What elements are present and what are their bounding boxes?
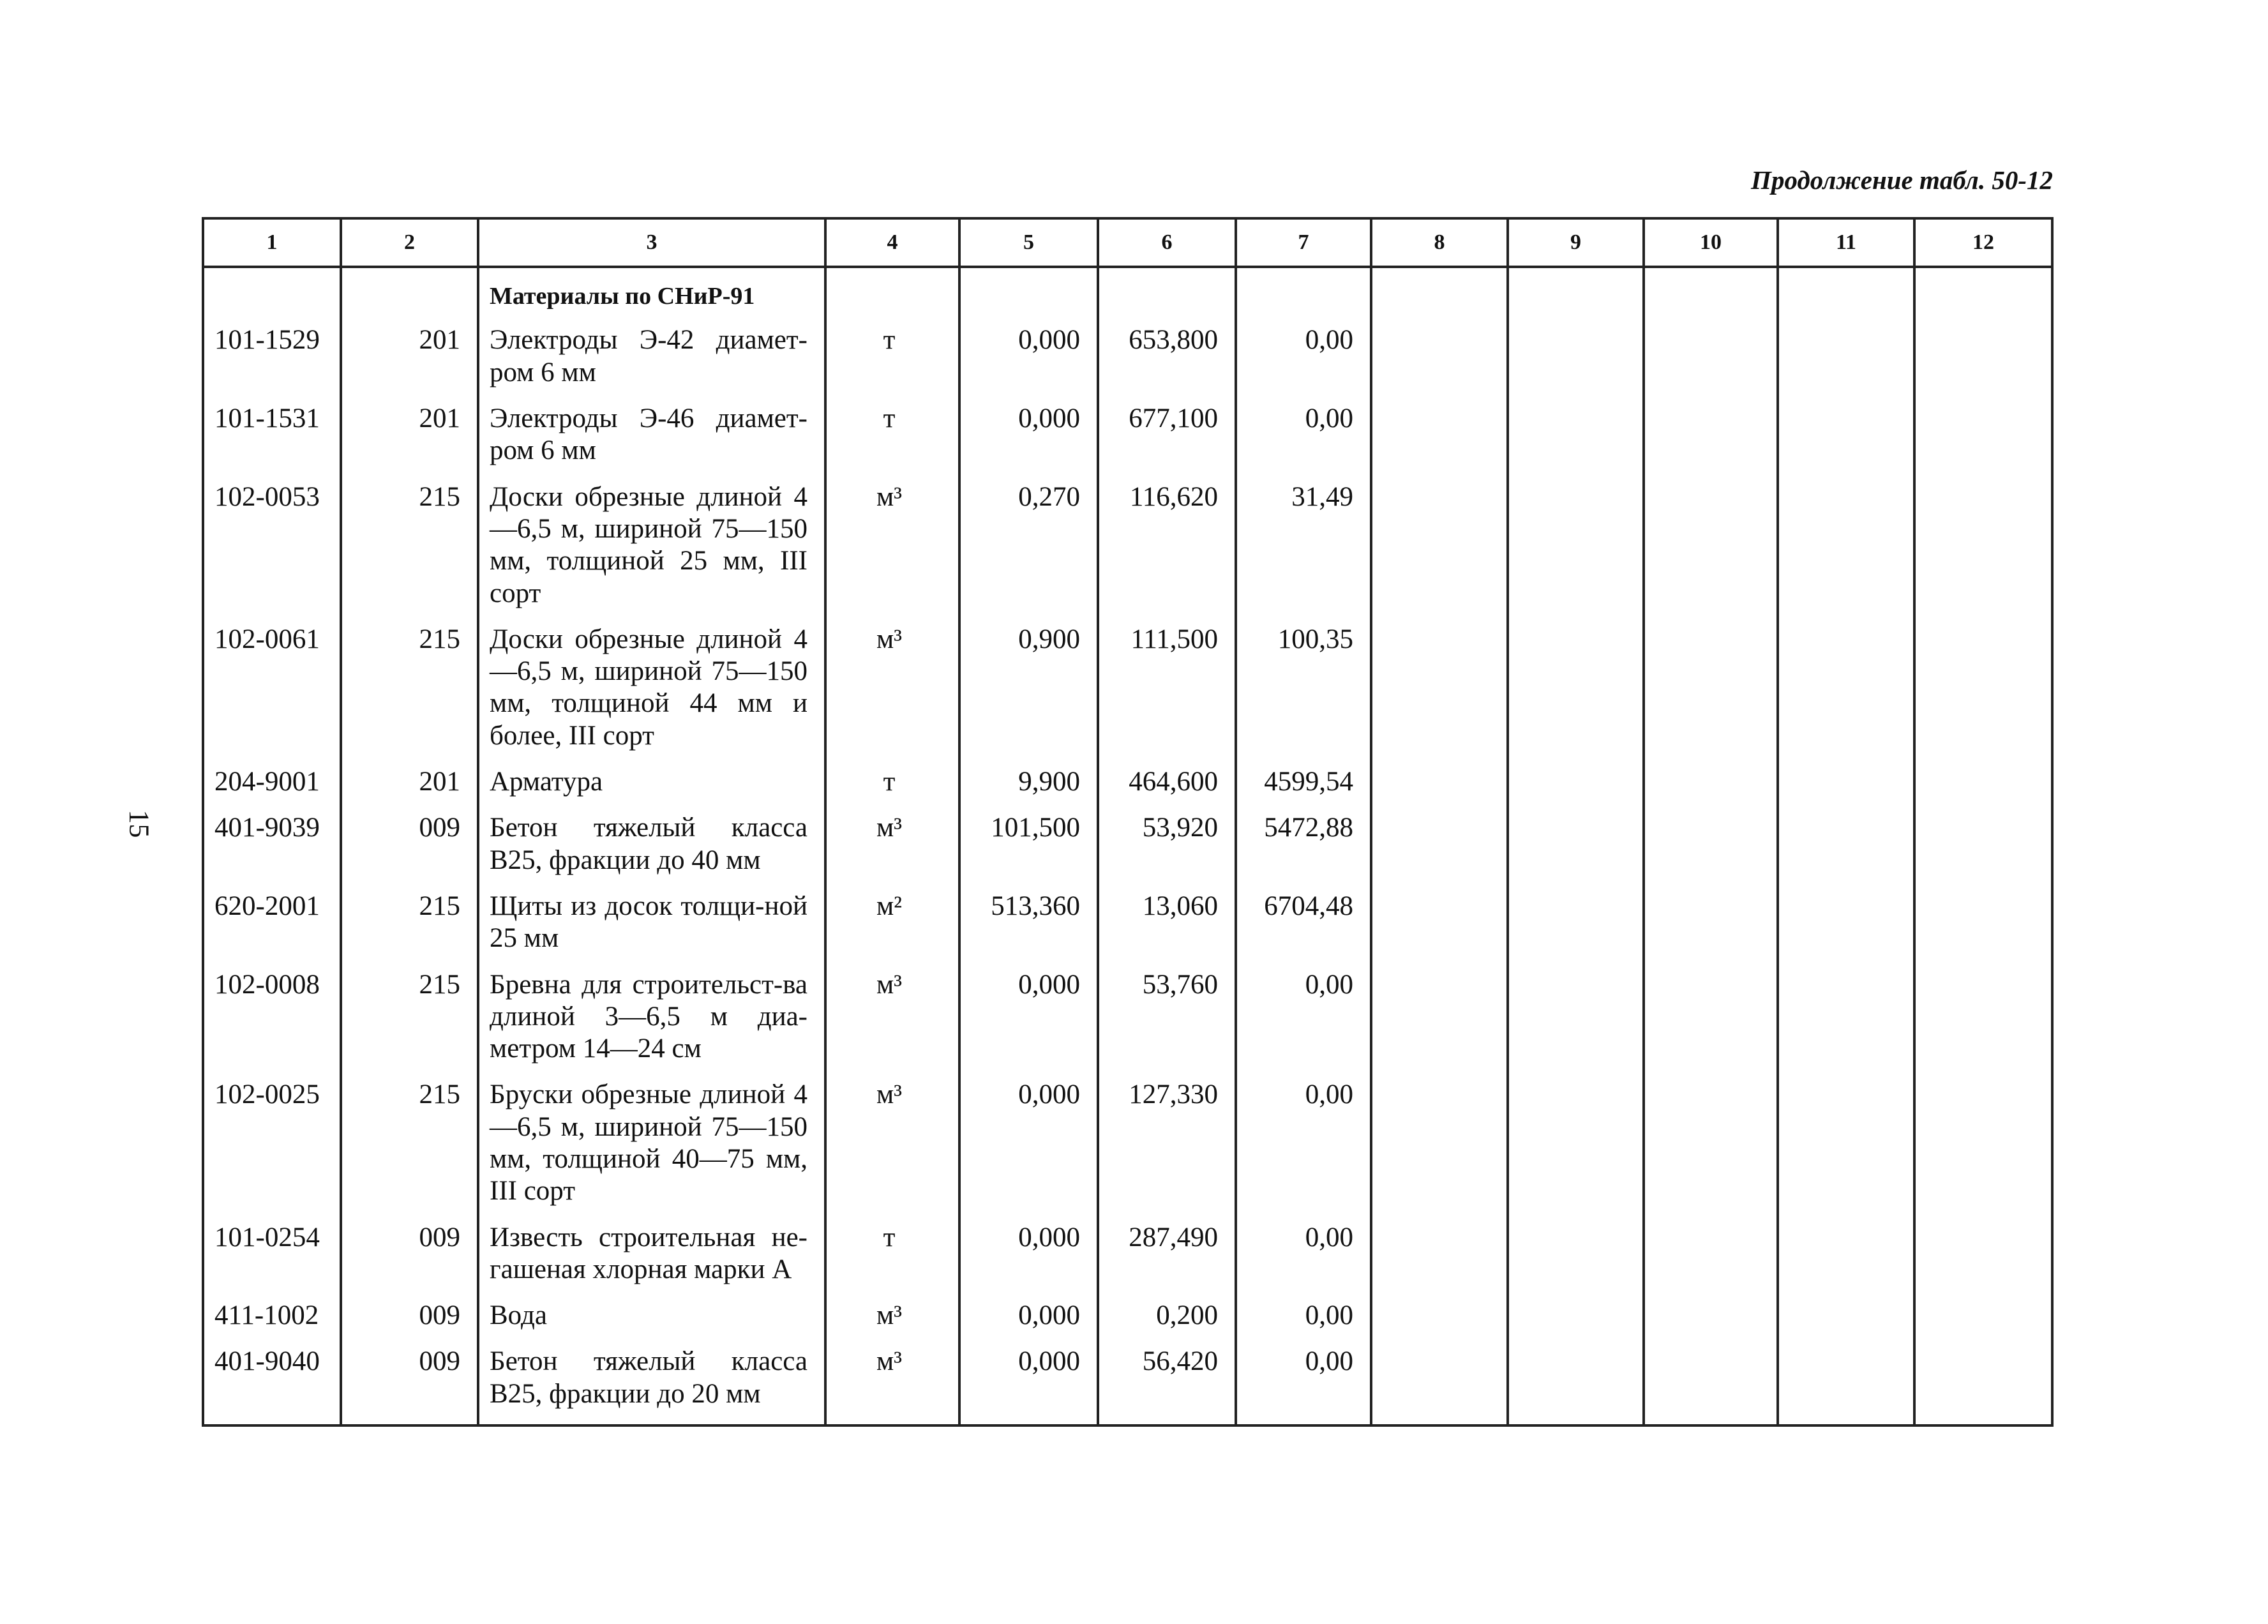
empty-cell [1508, 891, 1644, 969]
empty-cell [1508, 1079, 1644, 1221]
row-quantity: 513,360 [959, 891, 1098, 969]
row-quantity: 9,900 [959, 766, 1098, 812]
row-unit: т [825, 324, 959, 403]
row-total: 4599,54 [1236, 766, 1371, 812]
empty-cell [1371, 812, 1508, 891]
row-name: Доски обрезные длиной 4—6,5 м, шириной 75—150 мм, толщиной 44 мм и более, III сорт [478, 624, 825, 766]
empty-cell [1778, 403, 1914, 481]
column-header: 12 [1914, 218, 2052, 267]
row-column-2: 009 [341, 1300, 478, 1346]
empty-cell [1914, 969, 2052, 1079]
row-total: 0,00 [1236, 1079, 1371, 1221]
row-unit: т [825, 766, 959, 812]
column-header: 6 [1098, 218, 1236, 267]
empty-cell [1914, 481, 2052, 624]
row-name: Электроды Э-42 диамет-ром 6 мм [478, 324, 825, 403]
table-row [203, 766, 2052, 812]
empty-cell [1508, 624, 1644, 766]
empty-cell [1778, 1222, 1914, 1300]
column-header: 8 [1371, 218, 1508, 267]
column-header: 9 [1508, 218, 1644, 267]
row-column-2: 215 [341, 624, 478, 766]
row-total: 0,00 [1236, 1222, 1371, 1300]
table-row [203, 891, 2052, 969]
row-name: Бетон тяжелый класса В25, фракции до 20 мм [478, 1346, 825, 1425]
row-quantity: 0,000 [959, 324, 1098, 403]
row-price: 53,920 [1098, 812, 1236, 891]
empty-cell [1644, 766, 1778, 812]
table-row [203, 1346, 2052, 1425]
empty-cell [1778, 1300, 1914, 1346]
empty-cell [1644, 1222, 1778, 1300]
row-name: Доски обрезные длиной 4—6,5 м, шириной 75—150 мм, толщиной 25 мм, III сорт [478, 481, 825, 624]
row-price: 111,500 [1098, 624, 1236, 766]
row-quantity: 0,000 [959, 1300, 1098, 1346]
row-column-2: 009 [341, 1222, 478, 1300]
row-column-2: 215 [341, 1079, 478, 1221]
row-name: Известь строительная не-гашеная хлорная марки А [478, 1222, 825, 1300]
row-code: 411-1002 [203, 1300, 341, 1346]
empty-cell [1508, 1346, 1644, 1425]
empty-cell [1644, 624, 1778, 766]
row-column-2: 215 [341, 891, 478, 969]
row-code: 102-0025 [203, 1079, 341, 1221]
empty-cell [1914, 812, 2052, 891]
empty-cell [1644, 324, 1778, 403]
row-unit: м³ [825, 1079, 959, 1221]
empty-cell [1778, 624, 1914, 766]
row-column-2: 201 [341, 766, 478, 812]
empty-cell [1914, 766, 2052, 812]
row-code: 102-0008 [203, 969, 341, 1079]
row-code: 102-0053 [203, 481, 341, 624]
row-code: 401-9040 [203, 1346, 341, 1425]
table-row [203, 1300, 2052, 1346]
header-row [203, 218, 2052, 267]
empty-cell [1914, 1300, 2052, 1346]
empty-cell [1914, 1222, 2052, 1300]
empty-cell [1778, 812, 1914, 891]
column-header: 2 [341, 218, 478, 267]
empty-cell [1371, 324, 1508, 403]
row-total: 6704,48 [1236, 891, 1371, 969]
row-total: 0,00 [1236, 1300, 1371, 1346]
empty-cell [1508, 1222, 1644, 1300]
empty-cell [1644, 1300, 1778, 1346]
empty-cell [1914, 403, 2052, 481]
row-column-2: 215 [341, 481, 478, 624]
row-column-2: 201 [341, 403, 478, 481]
row-unit: м³ [825, 812, 959, 891]
row-price: 53,760 [1098, 969, 1236, 1079]
row-price: 287,490 [1098, 1222, 1236, 1300]
row-name: Щиты из досок толщи-ной 25 мм [478, 891, 825, 969]
column-header: 10 [1644, 218, 1778, 267]
row-unit: м² [825, 891, 959, 969]
table-row [203, 324, 2052, 403]
row-name: Электроды Э-46 диамет-ром 6 мм [478, 403, 825, 481]
row-unit: т [825, 403, 959, 481]
table-row [203, 481, 2052, 624]
column-header: 4 [825, 218, 959, 267]
row-total: 0,00 [1236, 324, 1371, 403]
section-title: Материалы по СНиР-91 [478, 267, 825, 324]
row-name: Арматура [478, 766, 825, 812]
empty-cell [1371, 1079, 1508, 1221]
row-code: 101-1529 [203, 324, 341, 403]
row-quantity: 0,900 [959, 624, 1098, 766]
column-header: 5 [959, 218, 1098, 267]
row-quantity: 0,000 [959, 403, 1098, 481]
row-unit: м³ [825, 1300, 959, 1346]
empty-cell [1644, 812, 1778, 891]
row-price: 0,200 [1098, 1300, 1236, 1346]
empty-cell [1778, 1346, 1914, 1425]
empty-cell [1508, 403, 1644, 481]
empty-cell [1644, 891, 1778, 969]
empty-cell [1644, 403, 1778, 481]
table-row [203, 969, 2052, 1079]
row-column-2: 215 [341, 969, 478, 1079]
row-code: 401-9039 [203, 812, 341, 891]
empty-cell [1644, 969, 1778, 1079]
row-quantity: 0,000 [959, 1222, 1098, 1300]
row-quantity: 0,000 [959, 1346, 1098, 1425]
empty-cell [1914, 1346, 2052, 1425]
empty-cell [1778, 324, 1914, 403]
materials-table [202, 217, 2054, 1427]
row-code: 204-9001 [203, 766, 341, 812]
empty-cell [1914, 891, 2052, 969]
empty-cell [1508, 1300, 1644, 1346]
empty-cell [1914, 624, 2052, 766]
column-header: 7 [1236, 218, 1371, 267]
empty-cell [1914, 1079, 2052, 1221]
row-unit: м³ [825, 1346, 959, 1425]
row-name: Бетон тяжелый класса В25, фракции до 40 мм [478, 812, 825, 891]
row-price: 116,620 [1098, 481, 1236, 624]
empty-cell [1371, 766, 1508, 812]
empty-cell [1371, 1300, 1508, 1346]
row-unit: м³ [825, 624, 959, 766]
column-header: 3 [478, 218, 825, 267]
row-price: 56,420 [1098, 1346, 1236, 1425]
row-column-2: 201 [341, 324, 478, 403]
row-name: Бревна для строительст-ва длиной 3—6,5 м диа-метром 14—24 см [478, 969, 825, 1079]
table-row [203, 1079, 2052, 1221]
column-header: 1 [203, 218, 341, 267]
empty-cell [1371, 481, 1508, 624]
row-unit: м³ [825, 969, 959, 1079]
table-caption: Продолжение табл. 50-12 [1751, 165, 2053, 195]
empty-cell [1644, 1346, 1778, 1425]
row-code: 101-0254 [203, 1222, 341, 1300]
table-row [203, 1222, 2052, 1300]
empty-cell [1508, 324, 1644, 403]
row-column-2: 009 [341, 812, 478, 891]
row-quantity: 0,000 [959, 1079, 1098, 1221]
row-column-2: 009 [341, 1346, 478, 1425]
row-total: 0,00 [1236, 969, 1371, 1079]
empty-cell [1644, 1079, 1778, 1221]
empty-cell [1644, 481, 1778, 624]
row-total: 5472,88 [1236, 812, 1371, 891]
row-quantity: 101,500 [959, 812, 1098, 891]
empty-cell [1371, 969, 1508, 1079]
empty-cell [1508, 766, 1644, 812]
row-total: 31,49 [1236, 481, 1371, 624]
row-quantity: 0,270 [959, 481, 1098, 624]
row-total: 0,00 [1236, 1346, 1371, 1425]
table-row [203, 403, 2052, 481]
row-code: 102-0061 [203, 624, 341, 766]
row-unit: т [825, 1222, 959, 1300]
empty-cell [1371, 1346, 1508, 1425]
empty-cell [1371, 1222, 1508, 1300]
row-total: 0,00 [1236, 403, 1371, 481]
row-code: 620-2001 [203, 891, 341, 969]
row-quantity: 0,000 [959, 969, 1098, 1079]
section-row [203, 267, 2052, 324]
empty-cell [1778, 481, 1914, 624]
row-name: Вода [478, 1300, 825, 1346]
row-code: 101-1531 [203, 403, 341, 481]
row-price: 127,330 [1098, 1079, 1236, 1221]
empty-cell [1778, 1079, 1914, 1221]
empty-cell [1371, 403, 1508, 481]
empty-cell [1371, 624, 1508, 766]
empty-cell [1508, 481, 1644, 624]
row-price: 464,600 [1098, 766, 1236, 812]
empty-cell [1778, 891, 1914, 969]
row-price: 13,060 [1098, 891, 1236, 969]
empty-cell [1914, 324, 2052, 403]
empty-cell [1778, 766, 1914, 812]
empty-cell [1371, 891, 1508, 969]
table-row [203, 624, 2052, 766]
row-total: 100,35 [1236, 624, 1371, 766]
row-price: 677,100 [1098, 403, 1236, 481]
row-name: Бруски обрезные длиной 4—6,5 м, шириной 75—150 мм, толщиной 40—75 мм, III сорт [478, 1079, 825, 1221]
page-number: 15 [123, 809, 155, 838]
row-unit: м³ [825, 481, 959, 624]
column-header: 11 [1778, 218, 1914, 267]
table-body [203, 267, 2052, 1425]
empty-cell [1508, 812, 1644, 891]
table-row [203, 812, 2052, 891]
row-price: 653,800 [1098, 324, 1236, 403]
empty-cell [1778, 969, 1914, 1079]
empty-cell [1508, 969, 1644, 1079]
